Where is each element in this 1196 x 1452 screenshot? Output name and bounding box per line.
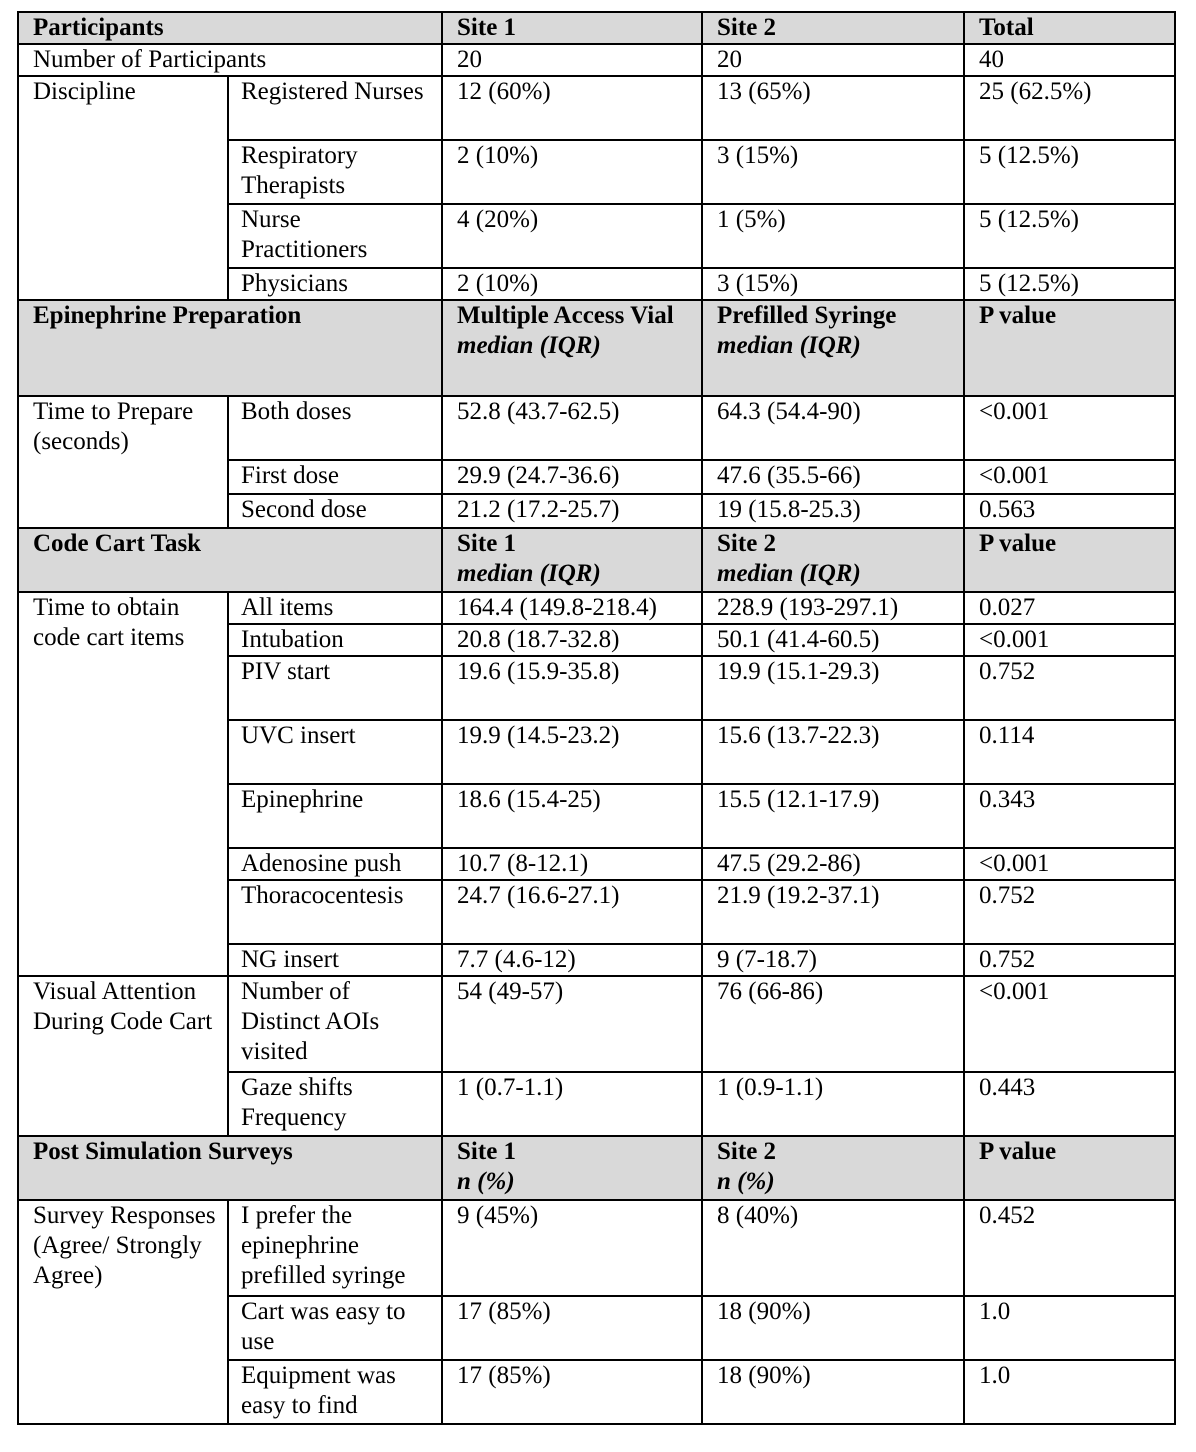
- site2-header-sub: median (IQR): [717, 560, 861, 587]
- row-label: I prefer the epinephrine prefilled syringe: [228, 1200, 442, 1296]
- cell-p-value: <0.001: [964, 848, 1175, 880]
- cell-site2: 18 (90%): [702, 1360, 964, 1424]
- cell-p-value: 0.752: [964, 880, 1175, 944]
- epinephrine-header: Epinephrine Preparation: [18, 300, 442, 396]
- cell-site2: 50.1 (41.4-60.5): [702, 624, 964, 656]
- code-cart-row: [18, 592, 1175, 624]
- cell-site2: 15.6 (13.7-22.3): [702, 720, 964, 784]
- row-label: First dose: [228, 460, 442, 494]
- cell-site2: 18 (90%): [702, 1296, 964, 1360]
- cell-vial: 21.2 (17.2-25.7): [442, 494, 702, 528]
- cell-site1: 54 (49-57): [442, 976, 702, 1072]
- code-cart-header-row: [18, 528, 1175, 592]
- cell-total: 5 (12.5%): [964, 140, 1175, 204]
- cell-site2: 13 (65%): [702, 76, 964, 140]
- cell-p-value: <0.001: [964, 624, 1175, 656]
- cell-p-value: 0.563: [964, 494, 1175, 528]
- site1-header-sub: n (%): [457, 1168, 515, 1195]
- cell-site1: 1 (0.7-1.1): [442, 1072, 702, 1136]
- cell-site2: 47.5 (29.2-86): [702, 848, 964, 880]
- cell-site2: 3 (15%): [702, 268, 964, 300]
- row-label: Physicians: [228, 268, 442, 300]
- site2-header: [702, 1136, 964, 1200]
- cell-site2: 9 (7-18.7): [702, 944, 964, 976]
- p-value-header: P value: [964, 300, 1175, 396]
- cell-site1: 2 (10%): [442, 268, 702, 300]
- cell-p-value: 1.0: [964, 1296, 1175, 1360]
- cell-total: 40: [964, 44, 1175, 76]
- cell-site1: 12 (60%): [442, 76, 702, 140]
- cell-vial: 52.8 (43.7-62.5): [442, 396, 702, 460]
- cell-site2: 76 (66-86): [702, 976, 964, 1072]
- vial-header: [442, 300, 702, 396]
- row-label: Nurse Practitioners: [228, 204, 442, 268]
- cell-site2: 228.9 (193-297.1): [702, 592, 964, 624]
- cell-site1: 19.9 (14.5-23.2): [442, 720, 702, 784]
- cell-vial: 29.9 (24.7-36.6): [442, 460, 702, 494]
- row-label: Epinephrine: [228, 784, 442, 848]
- cell-total: 5 (12.5%): [964, 204, 1175, 268]
- cell-p-value: <0.001: [964, 396, 1175, 460]
- row-label: PIV start: [228, 656, 442, 720]
- cell-syringe: 19 (15.8-25.3): [702, 494, 964, 528]
- epinephrine-header-row: [18, 300, 1175, 396]
- vial-header-title: Multiple Access Vial: [457, 302, 674, 329]
- site2-header-sub: n (%): [717, 1168, 775, 1195]
- site1-header-title: Site 1: [457, 1138, 517, 1165]
- cell-syringe: 47.6 (35.5-66): [702, 460, 964, 494]
- discipline-row: [18, 76, 1175, 140]
- row-label: Respiratory Therapists: [228, 140, 442, 204]
- cell-site1: 19.6 (15.9-35.8): [442, 656, 702, 720]
- cell-site1: 164.4 (149.8-218.4): [442, 592, 702, 624]
- cell-site2: 3 (15%): [702, 140, 964, 204]
- cell-site1: 17 (85%): [442, 1360, 702, 1424]
- cell-site1: 24.7 (16.6-27.1): [442, 880, 702, 944]
- cell-total: 25 (62.5%): [964, 76, 1175, 140]
- cell-site1: 4 (20%): [442, 204, 702, 268]
- discipline-label: Discipline: [18, 76, 228, 300]
- cell-site1: 20.8 (18.7-32.8): [442, 624, 702, 656]
- survey-responses-label: Survey Responses (Agree/ Strongly Agree): [18, 1200, 228, 1424]
- row-label: All items: [228, 592, 442, 624]
- cell-site1: 9 (45%): [442, 1200, 702, 1296]
- total-header: Total: [964, 12, 1175, 44]
- cell-p-value: 0.027: [964, 592, 1175, 624]
- row-label: Cart was easy to use: [228, 1296, 442, 1360]
- time-to-prepare-label: Time to Prepare (seconds): [18, 396, 228, 528]
- site1-header: [442, 1136, 702, 1200]
- row-label: Equipment was easy to find: [228, 1360, 442, 1424]
- visual-attention-label: Visual Attention During Code Cart: [18, 976, 228, 1136]
- cell-site2: 21.9 (19.2-37.1): [702, 880, 964, 944]
- cell-p-value: 0.752: [964, 944, 1175, 976]
- cell-site2: 20: [702, 44, 964, 76]
- cell-site2: 19.9 (15.1-29.3): [702, 656, 964, 720]
- row-label: Adenosine push: [228, 848, 442, 880]
- p-value-header: P value: [964, 528, 1175, 592]
- row-label: Gaze shifts Frequency: [228, 1072, 442, 1136]
- cell-p-value: 0.343: [964, 784, 1175, 848]
- p-value-header: P value: [964, 1136, 1175, 1200]
- syringe-header: [702, 300, 964, 396]
- site2-header: Site 2: [702, 12, 964, 44]
- site2-header-title: Site 2: [717, 1138, 777, 1165]
- visual-attention-row: [18, 976, 1175, 1072]
- cell-p-value: 0.114: [964, 720, 1175, 784]
- cell-site1: 17 (85%): [442, 1296, 702, 1360]
- site1-header: Site 1: [442, 12, 702, 44]
- row-label: Registered Nurses: [228, 76, 442, 140]
- cell-p-value: 0.452: [964, 1200, 1175, 1296]
- syringe-header-sub: median (IQR): [717, 332, 861, 359]
- cell-p-value: <0.001: [964, 460, 1175, 494]
- syringe-header-title: Prefilled Syringe: [717, 302, 897, 329]
- prep-row: [18, 396, 1175, 460]
- site2-header-title: Site 2: [717, 530, 777, 557]
- participants-header-row: [18, 12, 1175, 44]
- row-label: Number of Participants: [18, 44, 442, 76]
- cell-syringe: 64.3 (54.4-90): [702, 396, 964, 460]
- row-label: UVC insert: [228, 720, 442, 784]
- surveys-header: Post Simulation Surveys: [18, 1136, 442, 1200]
- cell-site2: 15.5 (12.1-17.9): [702, 784, 964, 848]
- row-label: NG insert: [228, 944, 442, 976]
- site1-header-title: Site 1: [457, 530, 517, 557]
- results-table: [17, 11, 1176, 1425]
- participants-header: Participants: [18, 12, 442, 44]
- vial-header-sub: median (IQR): [457, 332, 601, 359]
- site1-header: [442, 528, 702, 592]
- cell-site1: 20: [442, 44, 702, 76]
- cell-site2: 8 (40%): [702, 1200, 964, 1296]
- cell-p-value: 0.443: [964, 1072, 1175, 1136]
- code-cart-header: Code Cart Task: [18, 528, 442, 592]
- cell-p-value: 0.752: [964, 656, 1175, 720]
- cell-site2: 1 (0.9-1.1): [702, 1072, 964, 1136]
- surveys-header-row: [18, 1136, 1175, 1200]
- row-label: Number of Distinct AOIs visited: [228, 976, 442, 1072]
- row-label: Both doses: [228, 396, 442, 460]
- row-label: Second dose: [228, 494, 442, 528]
- cell-site1: 10.7 (8-12.1): [442, 848, 702, 880]
- cell-site1: 18.6 (15.4-25): [442, 784, 702, 848]
- site2-header: [702, 528, 964, 592]
- cell-p-value: 1.0: [964, 1360, 1175, 1424]
- cell-p-value: <0.001: [964, 976, 1175, 1072]
- cell-site1: 7.7 (4.6-12): [442, 944, 702, 976]
- time-to-obtain-label: Time to obtain code cart items: [18, 592, 228, 976]
- site1-header-sub: median (IQR): [457, 560, 601, 587]
- cell-site1: 2 (10%): [442, 140, 702, 204]
- row-label: Intubation: [228, 624, 442, 656]
- cell-total: 5 (12.5%): [964, 268, 1175, 300]
- survey-row: [18, 1200, 1175, 1296]
- cell-site2: 1 (5%): [702, 204, 964, 268]
- number-of-participants-row: [18, 44, 1175, 76]
- row-label: Thoracocentesis: [228, 880, 442, 944]
